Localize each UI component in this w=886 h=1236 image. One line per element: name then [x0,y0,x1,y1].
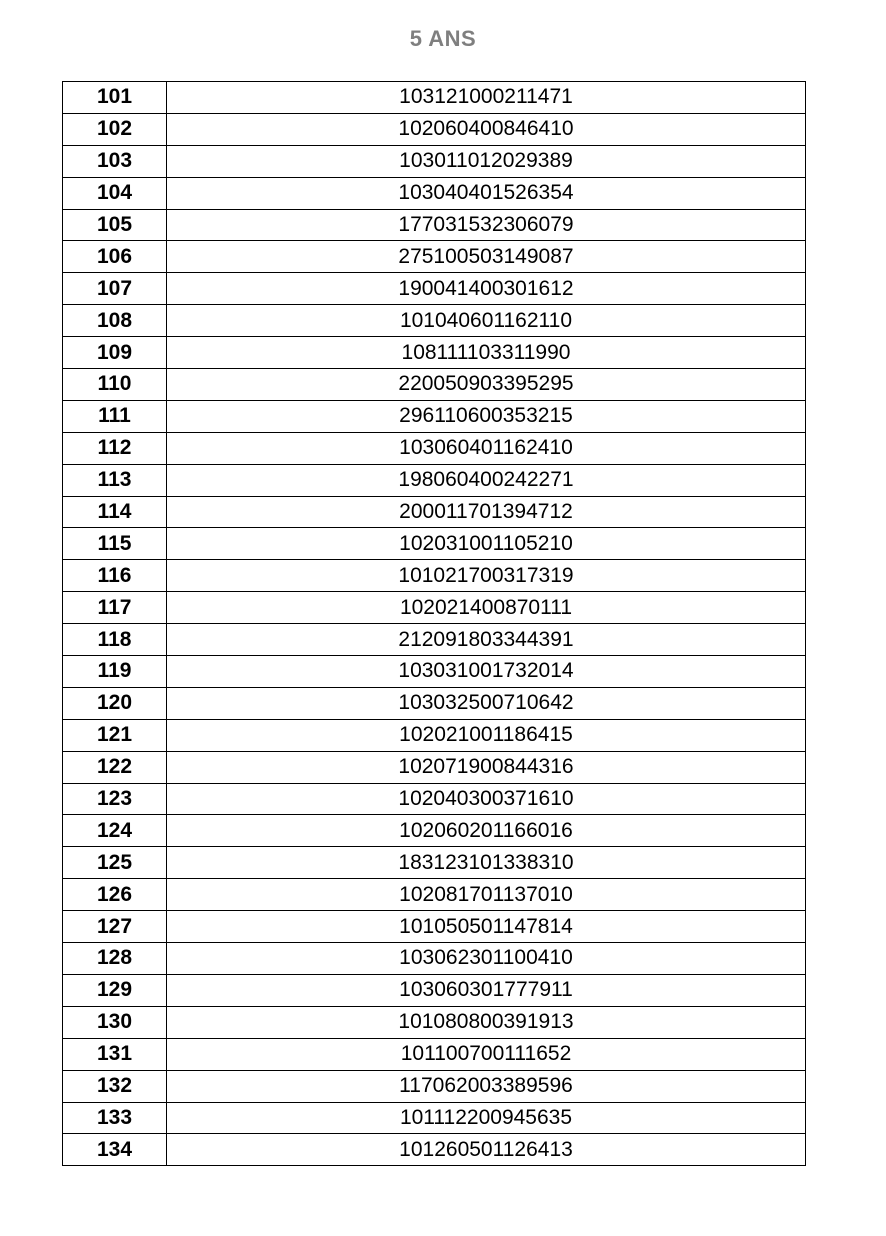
row-number-cell: 122 [63,751,167,783]
table-row [63,145,806,177]
table-row [63,974,806,1006]
row-number-cell: 103 [63,145,167,177]
row-number-cell: 115 [63,528,167,560]
table-row [63,815,806,847]
identifier-cell: 103121000211471 [167,82,806,114]
table-row [63,943,806,975]
table-row [63,305,806,337]
identifier-cell: 101080800391913 [167,1006,806,1038]
row-number-cell: 134 [63,1134,167,1166]
identifier-cell: 103032500710642 [167,687,806,719]
table-row [63,687,806,719]
row-number-cell: 107 [63,273,167,305]
row-number-cell: 111 [63,400,167,432]
table-row [63,592,806,624]
row-number-cell: 108 [63,305,167,337]
page-title: 5 ANS [409,26,477,51]
identifier-cell: 101100700111652 [167,1038,806,1070]
identifier-cell: 102021001186415 [167,719,806,751]
row-number-cell: 128 [63,943,167,975]
table-row [63,337,806,369]
table-row [63,528,806,560]
row-number-cell: 105 [63,209,167,241]
row-number-cell: 106 [63,241,167,273]
table-row [63,719,806,751]
row-number-cell: 112 [63,432,167,464]
table-row [63,656,806,688]
identifier-cell: 103060401162410 [167,432,806,464]
table-body [63,82,806,1166]
table-row [63,847,806,879]
table-row [63,369,806,401]
identifier-cell: 101050501147814 [167,911,806,943]
row-number-cell: 114 [63,496,167,528]
table-row [63,273,806,305]
table-row [63,464,806,496]
identifier-cell: 183123101338310 [167,847,806,879]
identifier-cell: 103040401526354 [167,177,806,209]
identifier-cell: 177031532306079 [167,209,806,241]
identifier-cell: 220050903395295 [167,369,806,401]
identifier-cell: 101260501126413 [167,1134,806,1166]
identifier-cell: 190041400301612 [167,273,806,305]
table-row [63,82,806,114]
table-row [63,209,806,241]
identifier-cell: 102081701137010 [167,879,806,911]
row-number-cell: 125 [63,847,167,879]
row-number-cell: 113 [63,464,167,496]
identifier-cell: 102040300371610 [167,783,806,815]
table-row [63,496,806,528]
identifier-cell: 102060400846410 [167,113,806,145]
identifier-cell: 103031001732014 [167,656,806,688]
row-number-cell: 109 [63,337,167,369]
table-row [63,177,806,209]
identifier-cell: 296110600353215 [167,400,806,432]
identifier-cell: 102031001105210 [167,528,806,560]
row-number-cell: 133 [63,1102,167,1134]
row-number-cell: 101 [63,82,167,114]
table-row [63,560,806,592]
row-number-cell: 104 [63,177,167,209]
table-row [63,879,806,911]
table-row [63,400,806,432]
identifier-cell: 275100503149087 [167,241,806,273]
table-row [63,783,806,815]
row-number-cell: 116 [63,560,167,592]
identifier-cell: 101040601162110 [167,305,806,337]
row-number-cell: 118 [63,624,167,656]
identifier-cell: 212091803344391 [167,624,806,656]
table-row [63,432,806,464]
identifier-cell: 103060301777911 [167,974,806,1006]
identifier-cell: 103062301100410 [167,943,806,975]
table-row [63,751,806,783]
row-number-cell: 132 [63,1070,167,1102]
row-number-cell: 121 [63,719,167,751]
identifier-cell: 102021400870111 [167,592,806,624]
table-row [63,1134,806,1166]
identifier-cell: 117062003389596 [167,1070,806,1102]
table-row [63,241,806,273]
row-number-cell: 102 [63,113,167,145]
identifier-cell: 102071900844316 [167,751,806,783]
table-row [63,911,806,943]
row-number-cell: 127 [63,911,167,943]
table-row [63,624,806,656]
row-number-cell: 110 [63,369,167,401]
table-row [63,1038,806,1070]
table-row [63,1006,806,1038]
table-row [63,1070,806,1102]
row-number-cell: 117 [63,592,167,624]
table-row [63,1102,806,1134]
row-number-cell: 124 [63,815,167,847]
identifier-cell: 101112200945635 [167,1102,806,1134]
table-row [63,113,806,145]
row-number-cell: 123 [63,783,167,815]
row-number-cell: 130 [63,1006,167,1038]
identifier-cell: 102060201166016 [167,815,806,847]
row-number-cell: 131 [63,1038,167,1070]
row-number-cell: 119 [63,656,167,688]
row-number-cell: 126 [63,879,167,911]
identifier-cell: 200011701394712 [167,496,806,528]
identifier-cell: 101021700317319 [167,560,806,592]
identifier-cell: 198060400242271 [167,464,806,496]
identifier-cell: 108111103311990 [167,337,806,369]
identifier-cell: 103011012029389 [167,145,806,177]
row-number-cell: 129 [63,974,167,1006]
row-number-cell: 120 [63,687,167,719]
id-table [62,81,806,1166]
